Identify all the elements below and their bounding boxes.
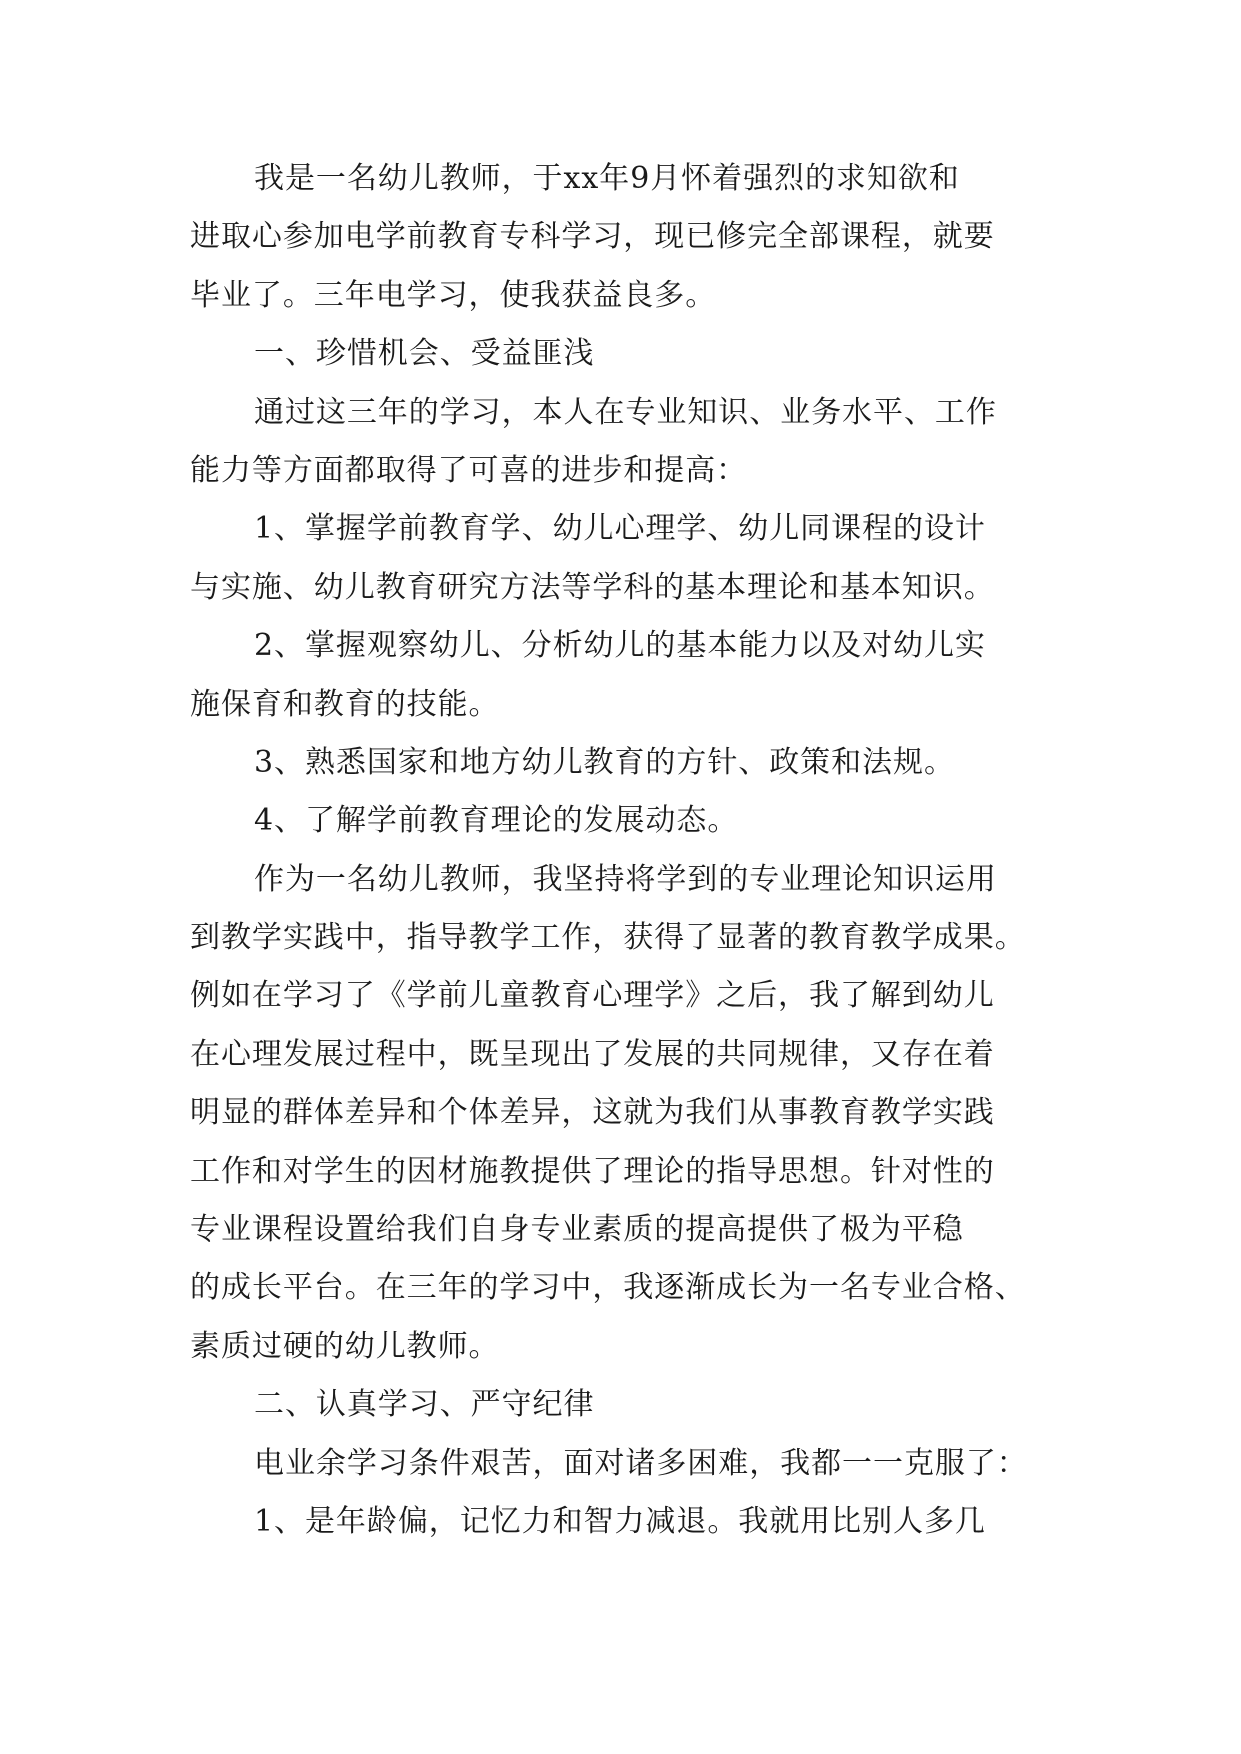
section-heading: 二、认真学习、严守纪律 [254,1387,595,1423]
text-line: 我是一名幼儿教师，于xx年9月怀着强烈的求知欲和 [254,161,960,196]
text-line: 明显的群体差异和个体差异，这就为我们从事教育教学实践 [190,1095,995,1131]
text-line: 毕业了。三年电学习，使我获益良多。 [190,277,717,313]
text-line: 素质过硬的幼儿教师。 [190,1328,500,1364]
text-line: 在心理发展过程中，既呈现出了发展的共同规律，又存在着 [190,1036,995,1072]
text-line: 能力等方面都取得了可喜的进步和提高： [190,452,748,488]
list-item: 4、了解学前教育理论的发展动态。 [254,803,739,839]
text-line: 电业余学习条件艰苦，面对诸多困难，我都一一克服了： [254,1445,1028,1481]
text-line: 的成长平台。在三年的学习中，我逐渐成长为一名专业合格、 [190,1270,1026,1306]
text-line: 与实施、幼儿教育研究方法等学科的基本理论和基本知识。 [190,569,995,605]
list-item: 2、掌握观察幼儿、分析幼儿的基本能力以及对幼儿实 [254,628,986,664]
text-line: 专业课程设置给我们自身专业素质的提高提供了极为平稳 [190,1212,964,1248]
text-line: 作为一名幼儿教师，我坚持将学到的专业理论知识运用 [254,861,997,897]
text-line: 例如在学习了《学前儿童教育心理学》之后，我了解到幼儿 [190,978,995,1014]
text-line: 施保育和教育的技能。 [190,686,500,722]
text-line: 通过这三年的学习，本人在专业知识、业务水平、工作 [254,394,997,430]
text-line: 进取心参加电学前教育专科学习，现已修完全部课程，就要 [190,219,995,255]
list-item: 1、掌握学前教育学、幼儿心理学、幼儿同课程的设计 [254,511,986,547]
list-item: 3、熟悉国家和地方幼儿教育的方针、政策和法规。 [254,744,955,780]
list-item: 1、是年龄偏，记忆力和智力减退。我就用比别人多几 [254,1503,986,1539]
section-heading: 一、珍惜机会、受益匪浅 [254,336,595,372]
document-body [190,150,1052,1551]
text-line: 到教学实践中，指导教学工作，获得了显著的教育教学成果。 [190,920,1026,956]
text-line: 工作和对学生的因材施教提供了理论的指导思想。针对性的 [190,1153,995,1189]
